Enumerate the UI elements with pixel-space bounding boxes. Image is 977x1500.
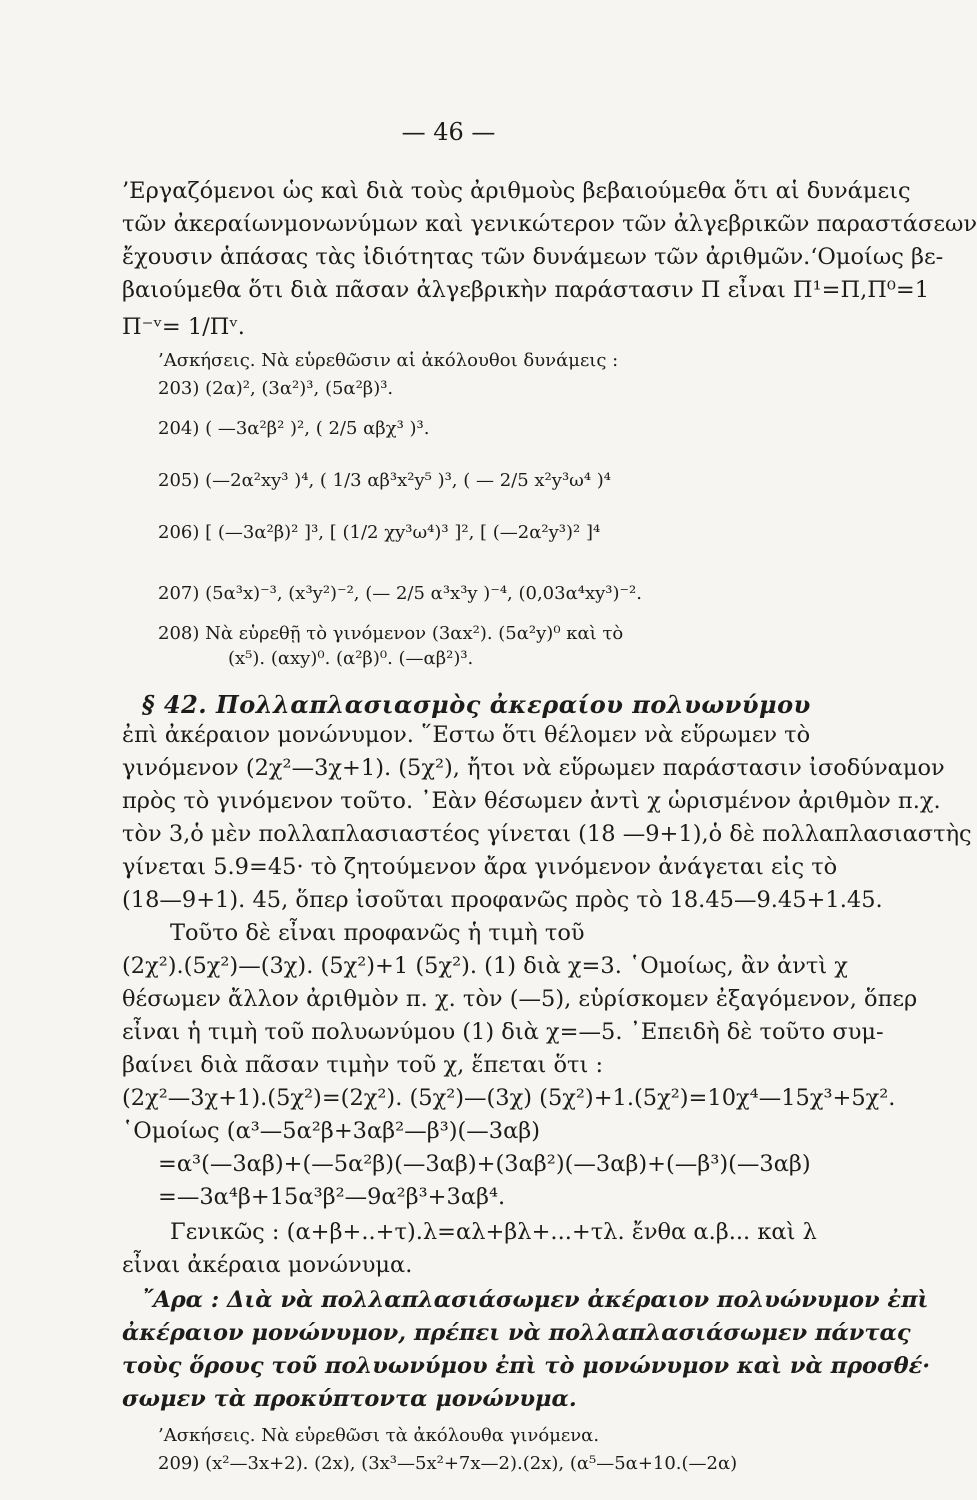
text-line: Γενικῶς : (α+β+..+τ).λ=αλ+βλ+...+τλ. ἔνθα α.β... καὶ λ [170,1219,817,1245]
exercise-209: 209) (x²—3x+2). (2x), (3x³—5x²+7x—2).(2x), (α⁵—5α+10.(—2α) [158,1453,738,1474]
text-line: τῶν ἀκεραίωνμονωνύμων καὶ γενικώτερον τῶν ἀλγεβρικῶν παραστάσεων [122,211,977,237]
text-line: Τοῦτο δὲ εἶναι προφανῶς ἡ τιμὴ τοῦ [170,920,585,946]
exercise-205: 205) (—2α²xy³ )⁴, ( 1/3 αβ³x²y⁵ )³, ( — 2/5 x²y³ω⁴ )⁴ [158,470,612,491]
text-line: (2χ²).(5χ²)—(3χ). (5χ²)+1 (5χ²). (1) διὰ χ=3. ῾Ομοίως, ἂν ἀντὶ χ [122,953,848,979]
text-line: ἐπὶ ἀκέραιον μονώνυμον. ῞Εστω ὅτι θέλομεν νὰ εὕρωμεν τὸ [122,722,811,748]
equation-line: (2χ²—3χ+1).(5χ²)=(2χ²). (5χ²)—(3χ) (5χ²)+1.(5χ²)=10χ⁴—15χ³+5χ². [122,1085,896,1111]
section-title: § 42. Πολλαπλασιασμὸς ἀκεραίου πολυωνύμου [142,690,811,719]
rule-line: ῎Αρα : Διὰ νὰ πολλαπλασιάσωμεν ἀκέραιον πολυώνυμον ἐπὶ [142,1287,929,1313]
exercise-207: 207) (5α³x)⁻³, (x³y²)⁻², (— 2/5 α³x³y )⁻⁴, (0,03α⁴xy³)⁻². [158,583,642,604]
exercise-206: 206) [ (—3α²β)² ]³, [ (1/2 χy³ω⁴)³ ]², [ (—2α²y³)² ]⁴ [158,522,601,543]
equation-line: ῾Ομοίως (α³—5α²β+3αβ²—β³)(—3αβ) [122,1118,541,1144]
text-line: εἶναι ἡ τιμὴ τοῦ πολυωνύμου (1) διὰ χ=—5. ᾿Επειδὴ δὲ τοῦτο συμ- [122,1019,884,1045]
equation-line: =—3α⁴β+15α³β²—9α²β³+3αβ⁴. [158,1184,506,1210]
text-line: εἶναι ἀκέραια μονώνυμα. [122,1252,413,1278]
text-line: βαίνει διὰ πᾶσαν τιμὴν τοῦ χ, ἕπεται ὅτι : [122,1052,604,1078]
rule-line: τοὺς ὅρους τοῦ πολυωνύμου ἐπὶ τὸ μονώνυμον καὶ νὰ προσθέ· [122,1353,931,1379]
text-line: ’Εργαζόμενοι ὡς καὶ διὰ τοὺς ἀριθμοὺς βεβαιούμεθα ὅτι αἱ δυνάμεις [122,178,911,204]
text-line: θέσωμεν ἄλλον ἀριθμὸν π. χ. τὸν (—5), εὑρίσκομεν ἐξαγόμενον, ὅπερ [122,986,918,1012]
rule-line: σωμεν τὰ προκύπτοντα μονώνυμα. [122,1386,577,1412]
exercise-203: 203) (2α)², (3α²)³, (5α²β)³. [158,378,394,399]
text-line: πρὸς τὸ γινόμενον τοῦτο. ᾿Εὰν θέσωμεν ἀντὶ χ ὡρισμένον ἀριθμὸν π.χ. [122,788,941,814]
exercises-heading: ’Ασκήσεις. Νὰ εὑρεθῶσιν αἱ ἀκόλουθοι δυνάμεις : [158,350,619,371]
exercise-204: 204) ( —3α²β² )², ( 2/5 αβχ³ )³. [158,418,430,439]
equation-line: =α³(—3αβ)+(—5α²β)(—3αβ)+(3αβ²)(—3αβ)+(—β³)(—3αβ) [158,1151,811,1177]
exercises-heading: ’Ασκήσεις. Νὰ εὑρεθῶσι τὰ ἀκόλουθα γινόμενα. [158,1425,600,1446]
rule-line: ἀκέραιον μονώνυμον, πρέπει νὰ πολλαπλασιάσωμεν πάντας [122,1320,911,1346]
text-line: γινόμενον (2χ²—3χ+1). (5χ²), ἤτοι νὰ εὕρωμεν παράστασιν ἰσοδύναμον [122,755,945,781]
text-line: τὸν 3,ὁ μὲν πολλαπλασιαστέος γίνεται (18 —9+1),ὁ δὲ πολλαπλασιαστὴς [122,821,972,847]
formula-line: Π⁻ᵛ= 1/Πᵛ. [122,314,245,340]
text-line: (18—9+1). 45, ὅπερ ἰσοῦται προφανῶς πρὸς τὸ 18.45—9.45+1.45. [122,887,883,913]
exercise-208-cont: (x⁵). (αxy)⁰. (α²β)⁰. (—αβ²)³. [228,648,474,669]
exercise-208: 208) Νὰ εὑρεθῇ τὸ γινόμενον (3αx²). (5α²y)⁰ καὶ τὸ [158,623,624,644]
text-line: ἔχουσιν ἁπάσας τὰς ἰδιότητας τῶν δυνάμεων τῶν ἀριθμῶν.‘Ομοίως βε- [122,244,944,270]
text-line: γίνεται 5.9=45· τὸ ζητούμενον ἄρα γινόμενον ἀνάγεται εἰς τὸ [122,854,838,880]
text-line: βαιούμεθα ὅτι διὰ πᾶσαν ἀλγεβρικὴν παράστασιν Π εἶναι Π¹=Π,Π⁰=1 [122,277,930,303]
page-number: — 46 — [401,118,496,146]
